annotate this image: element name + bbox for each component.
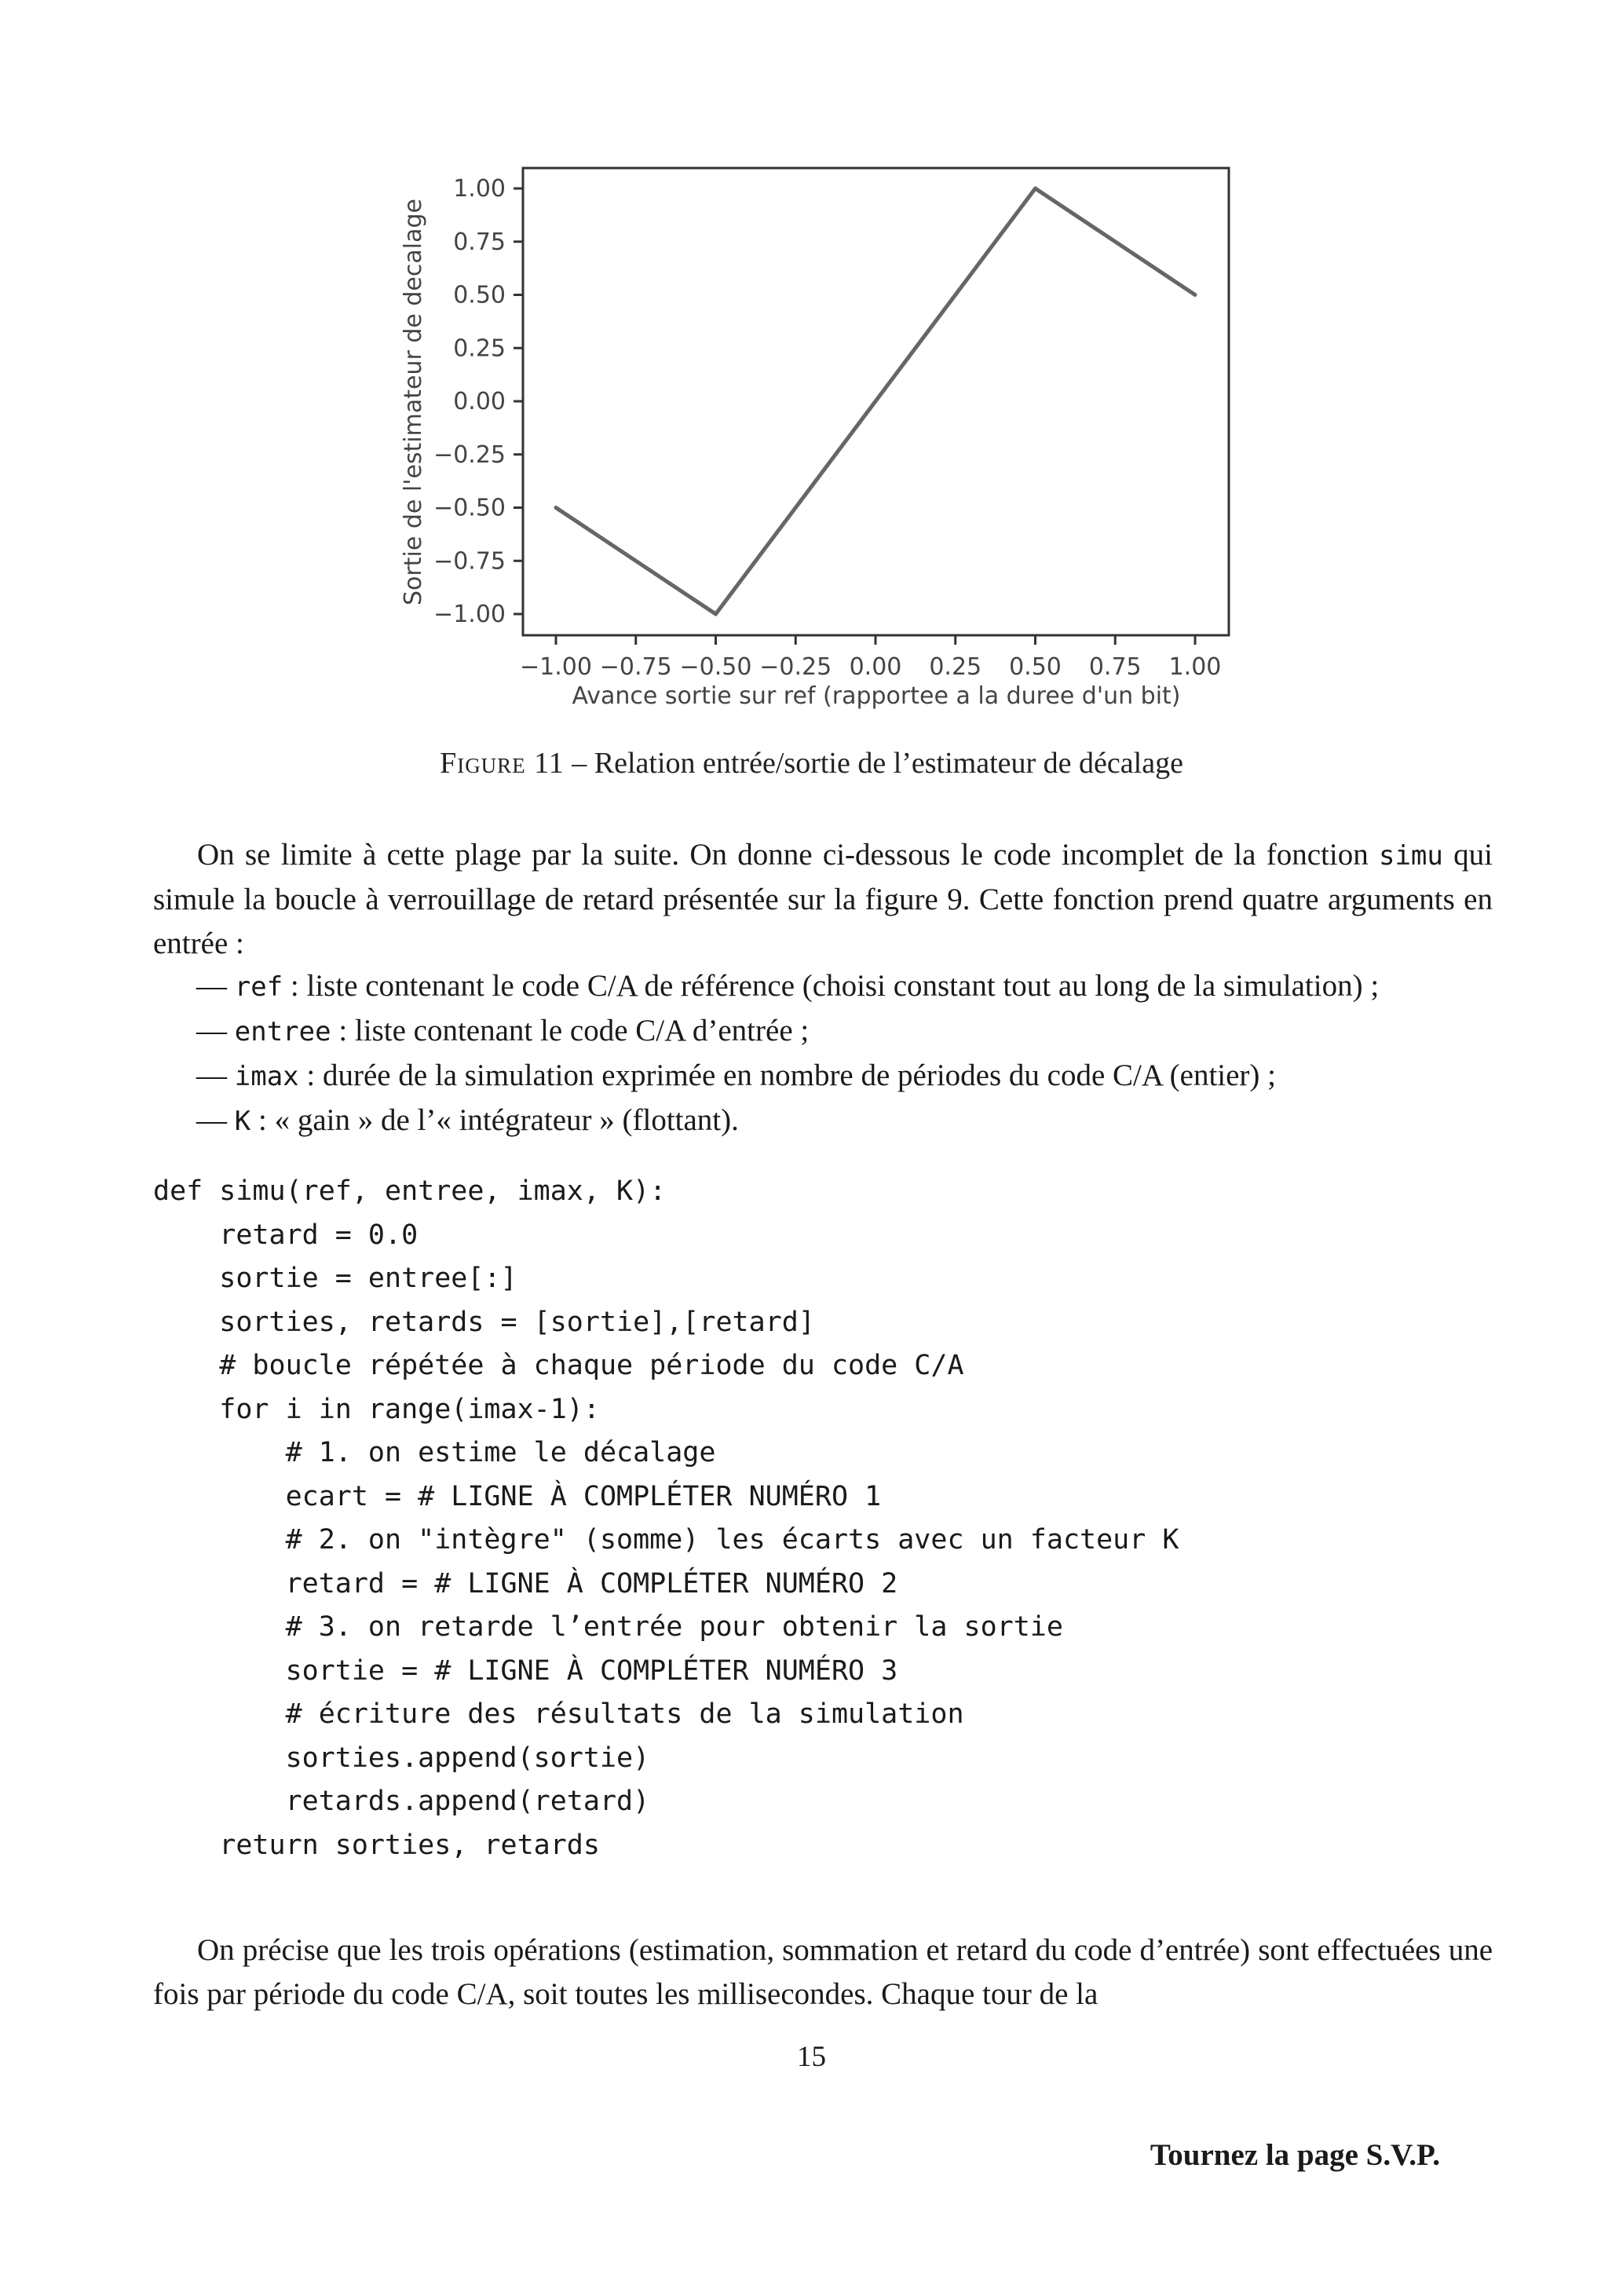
data-point (554, 506, 558, 510)
code-line: sorties, retards = [sortie],[retard] (153, 1306, 815, 1338)
y-axis-label: Sortie de l'estimateur de decalage (400, 199, 427, 605)
intro-text-2: qui simule la boucle à verrouillage de retard présentée sur la figure 9. Cette fonction prend quatre arguments en entrée : (153, 838, 1493, 960)
x-tick-label: −0.50 (679, 653, 752, 681)
data-point (1033, 187, 1037, 191)
code-line: # 1. on estime le décalage (153, 1437, 716, 1468)
intro-function-name: simu (1378, 840, 1443, 872)
argument-description: : « gain » de l’« intégrateur » (flottant). (250, 1103, 739, 1137)
code-line: for i in range(imax-1): (153, 1393, 600, 1425)
argument-item-k (196, 1099, 1500, 1143)
x-tick-label: 0.25 (929, 653, 982, 681)
figure-11-chart (377, 149, 1272, 715)
y-tick-label: 0.25 (453, 335, 506, 363)
code-line: # boucle répétée à chaque période du code C/A (153, 1350, 964, 1381)
list-dash: — (196, 1058, 227, 1092)
code-line: sorties.append(sortie) (153, 1742, 650, 1774)
x-tick-label: −0.75 (599, 653, 672, 681)
intro-paragraph (153, 833, 1493, 966)
closing-paragraph (153, 1929, 1493, 2016)
figure-label: Figure 11 (440, 747, 565, 780)
argument-description: : liste contenant le code C/A de référence (choisi constant tout au long de la simulation) ; (283, 969, 1380, 1003)
y-tick-label: 0.00 (453, 388, 506, 415)
code-line: # 2. on "intègre" (somme) les écarts avec un facteur K (153, 1524, 1179, 1556)
intro-text-1: On se limite à cette plage par la suite. On donne ci-dessous le code incomplet de la fonction (197, 838, 1379, 872)
y-tick-label: −0.25 (433, 441, 506, 469)
x-tick-label: 1.00 (1168, 653, 1222, 681)
argument-name: ref (234, 971, 283, 1003)
page-number: 15 (797, 2041, 826, 2073)
list-dash: — (196, 969, 227, 1003)
argument-name: entree (234, 1016, 331, 1047)
code-line: sortie = # LIGNE À COMPLÉTER NUMÉRO 3 (153, 1654, 898, 1687)
argument-description: : liste contenant le code C/A d’entrée ; (331, 1014, 810, 1047)
code-line: retard = # LIGNE À COMPLÉTER NUMÉRO 2 (153, 1567, 898, 1600)
figure-caption (0, 746, 1623, 781)
data-point (1193, 293, 1197, 297)
code-line: sortie = entree[:] (153, 1263, 517, 1294)
x-tick-label: −0.25 (759, 653, 832, 681)
code-line: return sorties, retards (153, 1829, 600, 1861)
argument-name: imax (234, 1061, 299, 1092)
x-tick-label: 0.75 (1088, 653, 1142, 681)
code-line: retards.append(retard) (153, 1786, 650, 1817)
code-line: retard = 0.0 (153, 1219, 419, 1251)
data-point (714, 612, 718, 616)
code-line: # écriture des résultats de la simulation (153, 1698, 964, 1730)
argument-name: K (234, 1106, 251, 1137)
argument-item-entree (196, 1009, 1500, 1054)
y-tick-label: −0.75 (433, 547, 506, 576)
code-line: # 3. on retarde l’entrée pour obtenir la sortie (153, 1611, 1063, 1643)
y-tick-label: 0.50 (453, 281, 506, 309)
argument-list (196, 964, 1500, 1143)
code-line: ecart = # LIGNE À COMPLÉTER NUMÉRO 1 (153, 1480, 882, 1512)
argument-item-imax (196, 1054, 1500, 1099)
x-tick-label: 0.50 (1009, 653, 1062, 681)
figure-caption-text: – Relation entrée/sortie de l’estimateur de décalage (564, 747, 1183, 780)
closing-text: On précise que les trois opérations (estimation, sommation et retard du code d’entrée) sont effectuées une fois par période du code C/A, soit toutes les millisecondes. Chaque tour de la (153, 1933, 1493, 2011)
list-dash: — (196, 1103, 227, 1137)
argument-item-ref (196, 964, 1500, 1009)
x-tick-label: −1.00 (520, 653, 592, 681)
series-line (556, 188, 1195, 614)
turn-page-note: Tournez la page S.V.P. (1150, 2138, 1440, 2172)
list-dash: — (196, 1014, 227, 1047)
code-listing (153, 1170, 1179, 1867)
x-tick-label: 0.00 (849, 653, 902, 681)
x-axis-label: Avance sortie sur ref (rapportee a la duree d'un bit) (572, 682, 1181, 710)
y-tick-label: 0.75 (453, 228, 506, 256)
y-tick-label: 1.00 (453, 175, 506, 203)
code-line: def simu(ref, entree, imax, K): (153, 1175, 667, 1207)
y-tick-label: −1.00 (433, 601, 506, 628)
x-axis-ticks (520, 635, 1221, 681)
y-tick-label: −0.50 (433, 494, 506, 522)
argument-description: : durée de la simulation exprimée en nombre de périodes du code C/A (entier) ; (298, 1058, 1276, 1092)
y-axis-ticks (433, 175, 523, 628)
